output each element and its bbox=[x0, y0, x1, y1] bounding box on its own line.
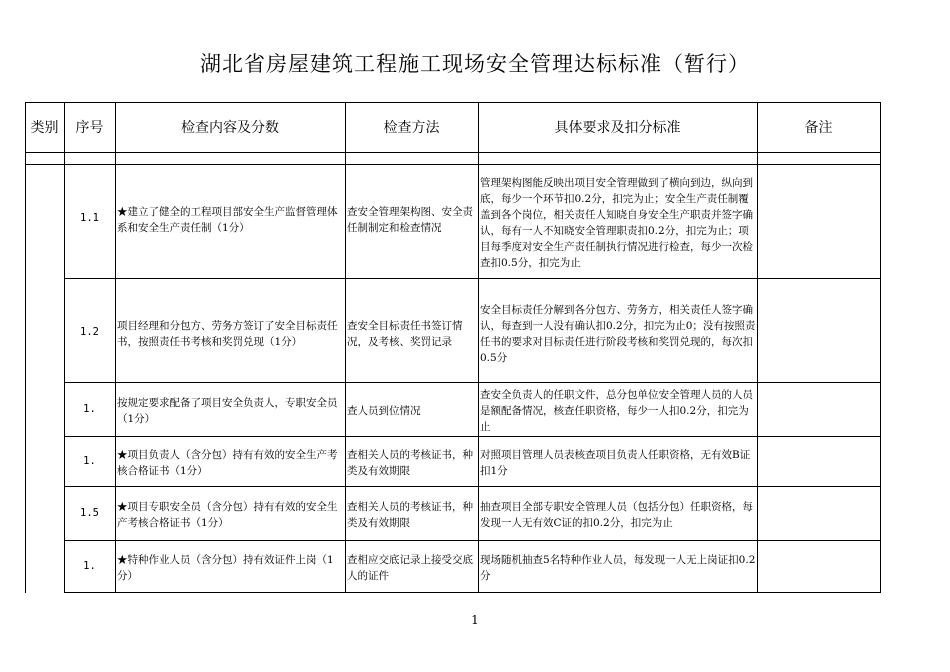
row-requirement: 现场随机抽查5名特种作业人员，每发现一人无上岗证扣0.2分 bbox=[480, 554, 756, 582]
row-method: 查人员到位情况 bbox=[347, 405, 421, 417]
row-seq: 1. bbox=[83, 560, 96, 572]
header-requirement: 具体要求及扣分标准 bbox=[554, 120, 681, 136]
row-method: 查相关人员的考核证书，种类及有效期限 bbox=[347, 501, 473, 529]
row-requirement: 安全目标责任分解到各分包方、劳务方，相关责任人签字确认，每查到一人没有确认扣0.2分，扣完为止0；没有按照责任书的要求对目标责任进行阶段考核和奖罚兑现的，每次扣0.5分 bbox=[480, 304, 756, 364]
row-requirement: 抽查项目全部专职安全管理人员（包括分包）任职资格，每发现一人无有效C证的扣0.2分，扣完为止 bbox=[480, 501, 753, 529]
row-requirement: 查安全负责人的任职文件，总分包单位安全管理人员的人员是额配备情况，核查任职资格，每少一人扣0.2分，扣完为止 bbox=[480, 389, 753, 433]
row-seq: 1. bbox=[83, 403, 96, 415]
row-content: 项目经理和分包方、劳务方签订了安全目标责任书，按照责任书考核和奖罚兑现（1分） bbox=[117, 320, 338, 348]
row-content: ★特种作业人员（含分包）持有效证件上岗（1分） bbox=[117, 554, 334, 582]
row-content: 按规定要求配备了项目安全负责人，专职安全员（1分） bbox=[117, 397, 338, 425]
row-method: 查相应交底记录上接受交底人的证件 bbox=[347, 554, 473, 582]
row-seq: 1.2 bbox=[80, 326, 99, 338]
header-seq: 序号 bbox=[75, 120, 104, 136]
row-method: 查安全管理架构图、安全责任制制定和检查情况 bbox=[347, 206, 473, 234]
header-category: 类别 bbox=[30, 120, 59, 136]
row-method: 查相关人员的考核证书，种类及有效期限 bbox=[347, 449, 473, 477]
document-title: 湖北省房屋建筑工程施工现场安全管理达标标准（暂行） bbox=[200, 52, 750, 76]
row-seq: 1. bbox=[83, 455, 96, 467]
row-method: 查安全目标责任书签订情况，及考核、奖罚记录 bbox=[347, 320, 463, 348]
header-remark: 备注 bbox=[804, 120, 833, 136]
row-requirement: 对照项目管理人员表核查项目负责人任职资格，无有效B证扣1分 bbox=[480, 449, 751, 477]
row-content: ★项目负责人（含分包）持有有效的安全生产考核合格证书（1分） bbox=[117, 449, 338, 477]
row-content: ★项目专职安全员（含分包）持有有效的安全生产考核合格证书（1分） bbox=[117, 501, 338, 529]
row-requirement: 管理架构图能反映出项目安全管理做到了横向到边，纵向到底，每少一个环节扣0.2分，扣完为止；安全生产责任制覆盖到各个岗位，相关责任人知晓自身安全生产职责并签字确认，每有一人不知晓安全管理职责扣0.2分，扣完为止；项目每季度对安全生产责任制执行情况进行检查，每少一次检查扣0.5分，扣完为止 bbox=[480, 177, 753, 269]
row-seq: 1.5 bbox=[80, 507, 99, 519]
row-seq: 1.1 bbox=[80, 212, 99, 224]
row-content: ★建立了健全的工程项目部安全生产监督管理体系和安全生产责任制（1分） bbox=[117, 206, 338, 234]
page-number: 1 bbox=[471, 613, 479, 627]
header-content: 检查内容及分数 bbox=[181, 120, 279, 136]
header-method: 检查方法 bbox=[383, 120, 440, 136]
